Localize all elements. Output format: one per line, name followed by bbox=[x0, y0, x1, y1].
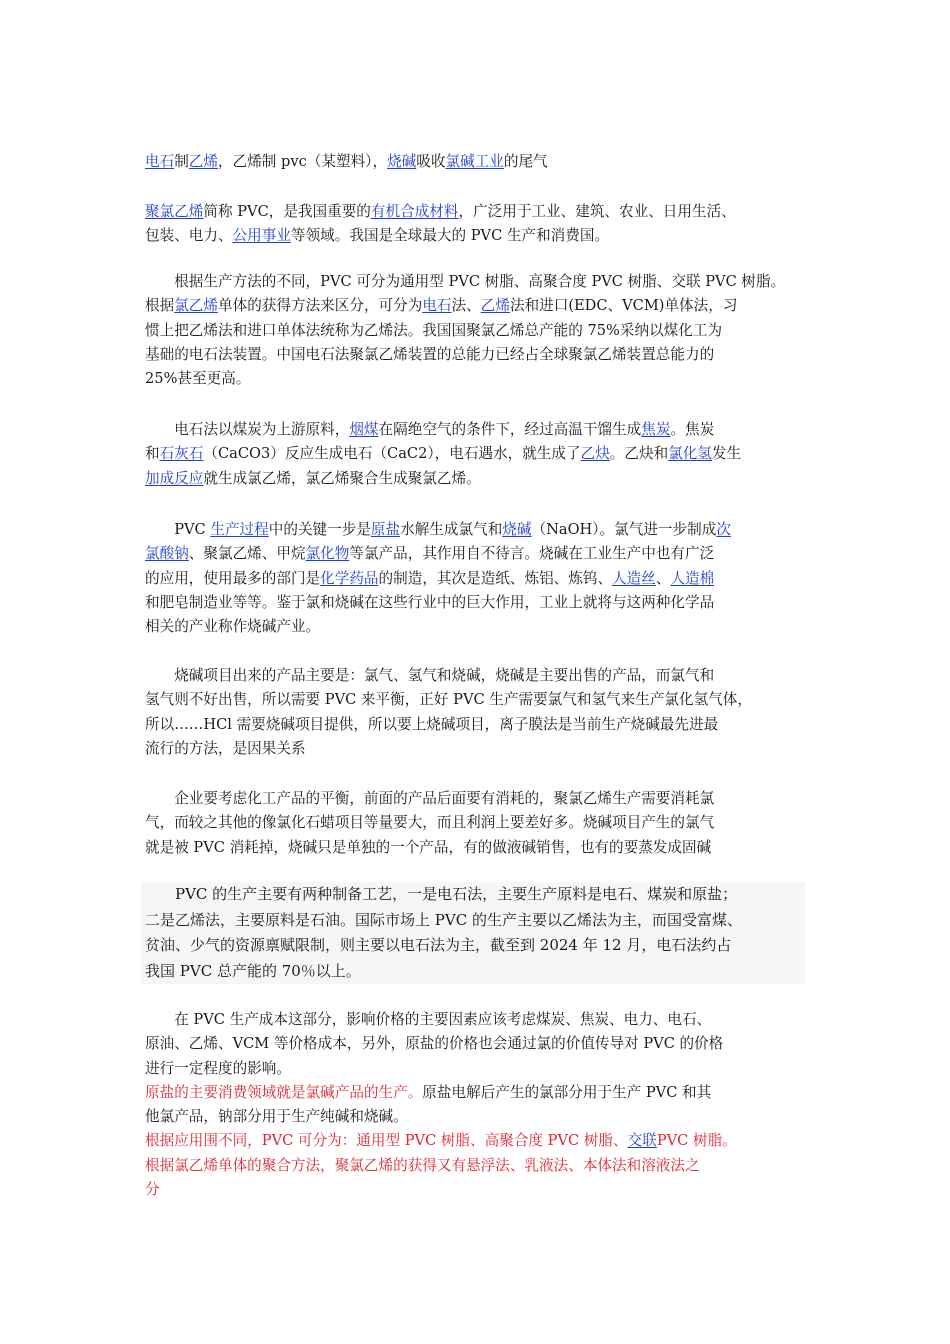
text-line bbox=[145, 933, 813, 959]
inline-link[interactable]: 氯乙烯 bbox=[174, 297, 218, 315]
text-run: 水解生成氯气和 bbox=[400, 521, 503, 538]
text-run: 所以……HCl 需要烧碱项目提供，所以要上烧碱项目，离子膜法是当前生产烧碱最先进最 bbox=[145, 715, 719, 733]
text-run: 的应用，使用最多的部门是 bbox=[145, 569, 321, 587]
inline-link[interactable]: 人造棉 bbox=[670, 569, 715, 587]
text-line bbox=[145, 270, 813, 294]
text-run: 氢气则不好出售，所以需要 PVC 来平衡，正好 PVC 生产需要氯气和氢气来生产氯化氢气体， bbox=[145, 691, 752, 709]
text-run: 法、 bbox=[451, 297, 481, 315]
paragraph-chlor-alkali-industry bbox=[145, 518, 813, 639]
text-run: 原油、乙烯、VCM 等价格成本，另外，原盐的价格也会通过氯的价值传导对 PVC 的价格 bbox=[145, 1035, 724, 1053]
inline-link[interactable]: 聚氯乙烯 bbox=[145, 203, 204, 220]
text-run: 的尾气 bbox=[503, 153, 548, 170]
text-line bbox=[145, 542, 813, 566]
inline-link[interactable]: 人造丝 bbox=[612, 569, 656, 587]
inline-link[interactable]: 原盐 bbox=[370, 521, 401, 538]
text-line bbox=[145, 1129, 813, 1153]
inline-link[interactable]: 公用事业 bbox=[232, 227, 291, 245]
inline-link[interactable]: 烧碱 bbox=[502, 521, 532, 538]
text-run: 根据氯乙烯单体的聚合方法，聚氯乙烯的获得又有悬浮法、乳液法、本体法和溶液法之 bbox=[145, 1156, 700, 1174]
text-run: 、聚氯乙烯、甲烷 bbox=[188, 545, 306, 563]
text-run: 贫油、少气的资源禀赋限制，则主要以电石法为主，截至到 2024 年 12 月，电石法约占 bbox=[145, 936, 732, 954]
text-run: 二是乙烯法，主要原料是石油。国际市场上 PVC 的生产主要以乙烯法为主，而国受富煤、 bbox=[145, 910, 742, 929]
inline-link[interactable]: 次 bbox=[716, 521, 731, 538]
text-run: 原盐电解后产生的氯部分用于生产 PVC 和其 bbox=[422, 1083, 712, 1101]
text-line bbox=[145, 787, 813, 811]
text-line bbox=[145, 319, 813, 343]
text-line bbox=[145, 591, 813, 615]
text-run: ，乙烯制 pvc（某塑料）， bbox=[218, 153, 388, 170]
text-run: 。焦炭 bbox=[670, 421, 715, 438]
paragraph-pvc-definition bbox=[145, 200, 813, 249]
text-line bbox=[145, 811, 813, 835]
text-run: 在隔绝空气的条件下，经过高温干馏生成 bbox=[378, 421, 642, 438]
text-line bbox=[145, 1178, 813, 1202]
text-line bbox=[145, 1081, 813, 1105]
inline-link[interactable]: 氯化氢 bbox=[668, 445, 712, 463]
text-run: 简称 PVC，是我国重要的 bbox=[203, 203, 371, 220]
text-line bbox=[145, 1057, 813, 1081]
text-run: 流行的方法，是因果关系 bbox=[145, 739, 306, 757]
text-run: 基础的电石法装置。中国电石法聚氯乙烯装置的总能力已经占全球聚氯乙烯装置总能力的 bbox=[145, 345, 715, 363]
text-run: 气，而较之其他的像氯化石蜡项目等量要大，而且利润上要差好多。烧碱项目产生的氯气 bbox=[145, 814, 715, 832]
text-run: 25%甚至更高。 bbox=[145, 370, 251, 388]
inline-link[interactable]: 氯酸钠 bbox=[145, 545, 189, 563]
text-line bbox=[145, 367, 813, 391]
paragraph-chemical-balance bbox=[145, 787, 813, 860]
text-line bbox=[145, 1032, 813, 1056]
paragraph-two-production-processes bbox=[145, 882, 813, 984]
text-line bbox=[145, 1154, 813, 1178]
text-run: 单体的获得方法来区分，可分为 bbox=[218, 297, 423, 315]
inline-link[interactable]: 化学药品 bbox=[320, 569, 379, 587]
text-line bbox=[145, 688, 813, 712]
paragraph-caustic-soda-balance bbox=[145, 664, 813, 761]
text-run: （CaCO3）反应生成电石（CaC2），电石遇水，就生成了 bbox=[203, 445, 581, 463]
text-line bbox=[145, 737, 813, 761]
text-line bbox=[145, 294, 813, 318]
inline-link[interactable]: 乙烯 bbox=[188, 153, 219, 170]
text-line bbox=[145, 343, 813, 367]
text-line bbox=[145, 224, 813, 248]
text-run: 根据应用围不同，PVC 可分为：通用型 PVC 树脂、高聚合度 PVC 树脂、 bbox=[145, 1132, 628, 1150]
inline-link[interactable]: 有机合成材料 bbox=[370, 203, 459, 220]
text-run: 分 bbox=[145, 1181, 160, 1199]
text-run: 惯上把乙烯法和进口单体法统称为乙烯法。我国国聚氯乙烯总产能的 75%采纳以煤化工为 bbox=[145, 321, 723, 339]
text-line bbox=[145, 1105, 813, 1129]
inline-link[interactable]: 氯碱工业 bbox=[445, 153, 504, 170]
text-run: 发生 bbox=[711, 445, 742, 463]
inline-link[interactable]: 乙炔 bbox=[580, 445, 610, 463]
text-run: 进行一定程度的影响。 bbox=[145, 1059, 291, 1077]
text-run: 制 bbox=[174, 153, 189, 170]
text-line bbox=[145, 615, 813, 639]
text-line bbox=[145, 882, 813, 908]
inline-link[interactable]: 生产过程 bbox=[210, 521, 269, 538]
text-run: 烧碱项目出来的产品主要是：氯气、氢气和烧碱，烧碱是主要出售的产品，而氯气和 bbox=[145, 667, 715, 684]
text-run: 企业要考虑化工产品的平衡，前面的产品后面要有消耗的，聚氯乙烯生产需要消耗氯 bbox=[145, 790, 715, 807]
inline-link[interactable]: 焦炭 bbox=[641, 421, 671, 438]
inline-link[interactable]: 加成反应 bbox=[145, 469, 204, 487]
text-run: 相关的产业称作烧碱产业。 bbox=[145, 618, 321, 636]
text-run: 我国 PVC 总产能的 70％以上。 bbox=[145, 961, 361, 980]
text-run: 根据 bbox=[145, 297, 175, 315]
text-run: 吸收 bbox=[416, 153, 446, 170]
text-line bbox=[145, 418, 813, 442]
text-line bbox=[145, 1008, 813, 1032]
text-line bbox=[145, 518, 813, 542]
text-line bbox=[145, 442, 813, 466]
text-run: PVC 的生产主要有两种制备工艺，一是电石法，主要生产原料是电石、煤炭和原盐； bbox=[145, 885, 738, 903]
text-run: 包装、电力、 bbox=[145, 227, 233, 245]
text-run: 。乙炔和 bbox=[609, 445, 669, 463]
paragraph-pvc-intro-line bbox=[145, 150, 813, 174]
text-run: 等氯产品，其作用自不待言。烧碱在工业生产中也有广泛 bbox=[349, 545, 715, 563]
text-run: 、 bbox=[655, 569, 671, 587]
inline-link[interactable]: 烧碱 bbox=[387, 153, 417, 170]
inline-link[interactable]: 电石 bbox=[145, 153, 175, 170]
text-run: 他氯产品，钠部分用于生产纯碱和烧碱。 bbox=[145, 1108, 408, 1126]
text-run: 法和进口(EDC、VCM)单体法，习 bbox=[509, 297, 738, 315]
text-run: 中的关键一步是 bbox=[268, 521, 371, 538]
text-line bbox=[145, 664, 813, 688]
inline-link[interactable]: 乙烯 bbox=[480, 297, 510, 315]
paragraph-calcium-carbide-process bbox=[145, 418, 813, 491]
text-run: 等领域。我国是全球最大的 PVC 生产和消费国。 bbox=[290, 227, 610, 245]
text-run: 就是被 PVC 消耗掉，烧碱只是单独的一个产品，有的做液碱销售，也有的要蒸发成固碱 bbox=[145, 838, 712, 856]
text-line bbox=[145, 959, 813, 985]
text-run: PVC 树脂。 bbox=[656, 1132, 737, 1150]
text-line bbox=[145, 908, 813, 934]
text-line bbox=[145, 467, 813, 491]
inline-link[interactable]: 电石 bbox=[422, 297, 452, 315]
text-line bbox=[145, 150, 813, 174]
text-line bbox=[145, 713, 813, 737]
text-line bbox=[145, 836, 813, 860]
text-run: 原盐的主要消费领域就是氯碱产品的生产。 bbox=[145, 1083, 423, 1101]
text-line bbox=[145, 567, 813, 591]
text-run: 的制造，其次是造纸、炼铝、炼钨、 bbox=[378, 569, 613, 587]
text-run: PVC bbox=[145, 521, 211, 538]
text-run: 电石法以煤炭为上游原料， bbox=[145, 421, 350, 438]
paragraph-production-cost bbox=[145, 1008, 813, 1202]
text-line bbox=[145, 200, 813, 224]
paragraph-production-methods bbox=[145, 270, 813, 391]
inline-link[interactable]: 交联 bbox=[627, 1132, 657, 1150]
text-run: 就生成氯乙烯，氯乙烯聚合生成聚氯乙烯。 bbox=[203, 469, 481, 487]
text-run: 和 bbox=[145, 445, 160, 463]
inline-link[interactable]: 烟煤 bbox=[349, 421, 379, 438]
inline-link[interactable]: 石灰石 bbox=[159, 445, 204, 463]
text-run: 在 PVC 生产成本这部分，影响价格的主要因素应该考虑煤炭、焦炭、电力、电石、 bbox=[145, 1011, 712, 1028]
inline-link[interactable]: 氯化物 bbox=[305, 545, 350, 563]
text-run: （NaOH）。氯气进一步制成 bbox=[531, 521, 717, 538]
text-run: 和肥皂制造业等等。鉴于氯和烧碱在这些行业中的巨大作用，工业上就将与这两种化学品 bbox=[145, 593, 715, 611]
text-run: ，广泛用于工业、建筑、农业、日用生活、 bbox=[458, 203, 736, 220]
text-run: 根据生产方法的不同，PVC 可分为通用型 PVC 树脂、高聚合度 PVC 树脂、交联 PVC 树脂。 bbox=[145, 273, 786, 290]
